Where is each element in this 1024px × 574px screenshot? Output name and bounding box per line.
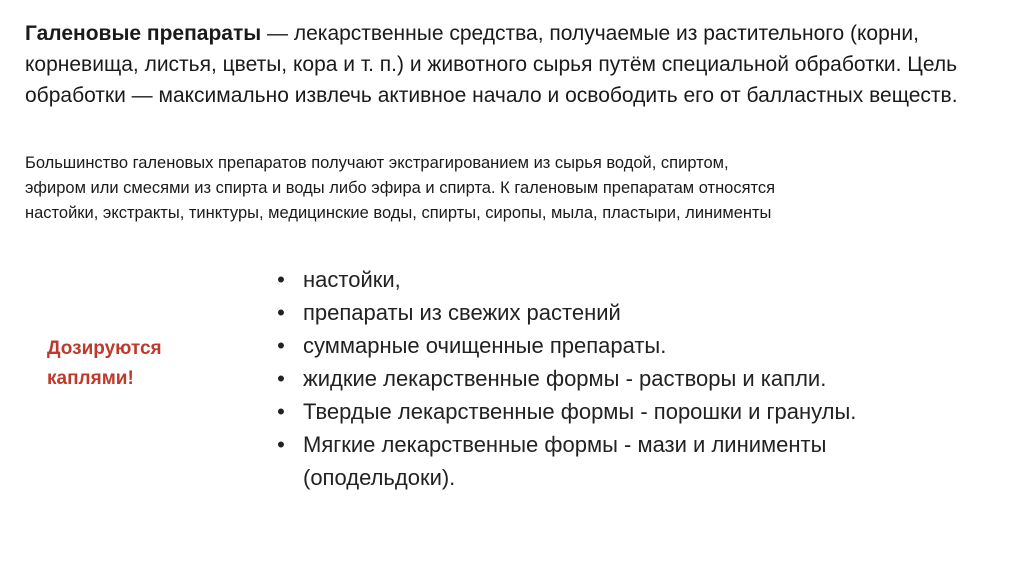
dosage-note-line: Дозируются bbox=[47, 338, 162, 359]
bullet-icon: • bbox=[277, 267, 285, 292]
list-item-line: настойки, bbox=[303, 267, 401, 292]
list-item-text bbox=[303, 329, 990, 362]
list-item-line: препараты из свежих растений bbox=[303, 300, 621, 325]
list-item-line: жидкие лекарственные формы - растворы и капли. bbox=[303, 366, 827, 391]
dosage-note-line: каплями! bbox=[47, 368, 134, 389]
intro-paragraph bbox=[25, 18, 1015, 111]
list-item-line: Твердые лекарственные формы - порошки и гранулы. bbox=[303, 399, 857, 424]
list-item-text bbox=[303, 263, 990, 296]
list-item-line: Мягкие лекарственные формы - мази и линименты bbox=[303, 432, 827, 457]
intro-term: Галеновые препараты bbox=[25, 22, 262, 45]
list-item-line: суммарные очищенные препараты. bbox=[303, 333, 667, 358]
list-item bbox=[270, 329, 990, 362]
list-item bbox=[270, 395, 990, 428]
bullet-icon: • bbox=[277, 399, 285, 424]
forms-list bbox=[270, 263, 990, 494]
details-line: Большинство галеновых препаратов получают экстрагированием из сырья водой, спиртом, bbox=[25, 154, 729, 172]
list-item-text bbox=[303, 395, 990, 428]
list-item-text bbox=[303, 296, 990, 329]
list-item-text bbox=[303, 362, 990, 395]
intro-definition: — лекарственные средства, получаемые из растительного (корни, корневища, листья, цветы, кора и т. п.) и животного сырья путём специальной обработки. Цель обработки — максимально извлечь активное начало и освободить его от балластных веществ. bbox=[25, 22, 958, 107]
list-item bbox=[270, 362, 990, 395]
list-item-line: (оподельдоки). bbox=[303, 465, 456, 490]
list-item-text bbox=[303, 428, 990, 494]
details-paragraph bbox=[25, 151, 1015, 226]
details-line: настойки, экстракты, тинктуры, медицинские воды, спирты, сиропы, мыла, пластыри, линименты bbox=[25, 204, 772, 222]
bullet-icon: • bbox=[277, 366, 285, 391]
bullet-icon: • bbox=[277, 432, 285, 457]
dosage-note bbox=[47, 334, 162, 394]
list-item bbox=[270, 428, 990, 494]
list-item bbox=[270, 263, 990, 296]
bullet-icon: • bbox=[277, 333, 285, 358]
list-item bbox=[270, 296, 990, 329]
bullet-icon: • bbox=[277, 300, 285, 325]
details-line: эфиром или смесями из спирта и воды либо эфира и спирта. К галеновым препаратам относятся bbox=[25, 179, 776, 197]
